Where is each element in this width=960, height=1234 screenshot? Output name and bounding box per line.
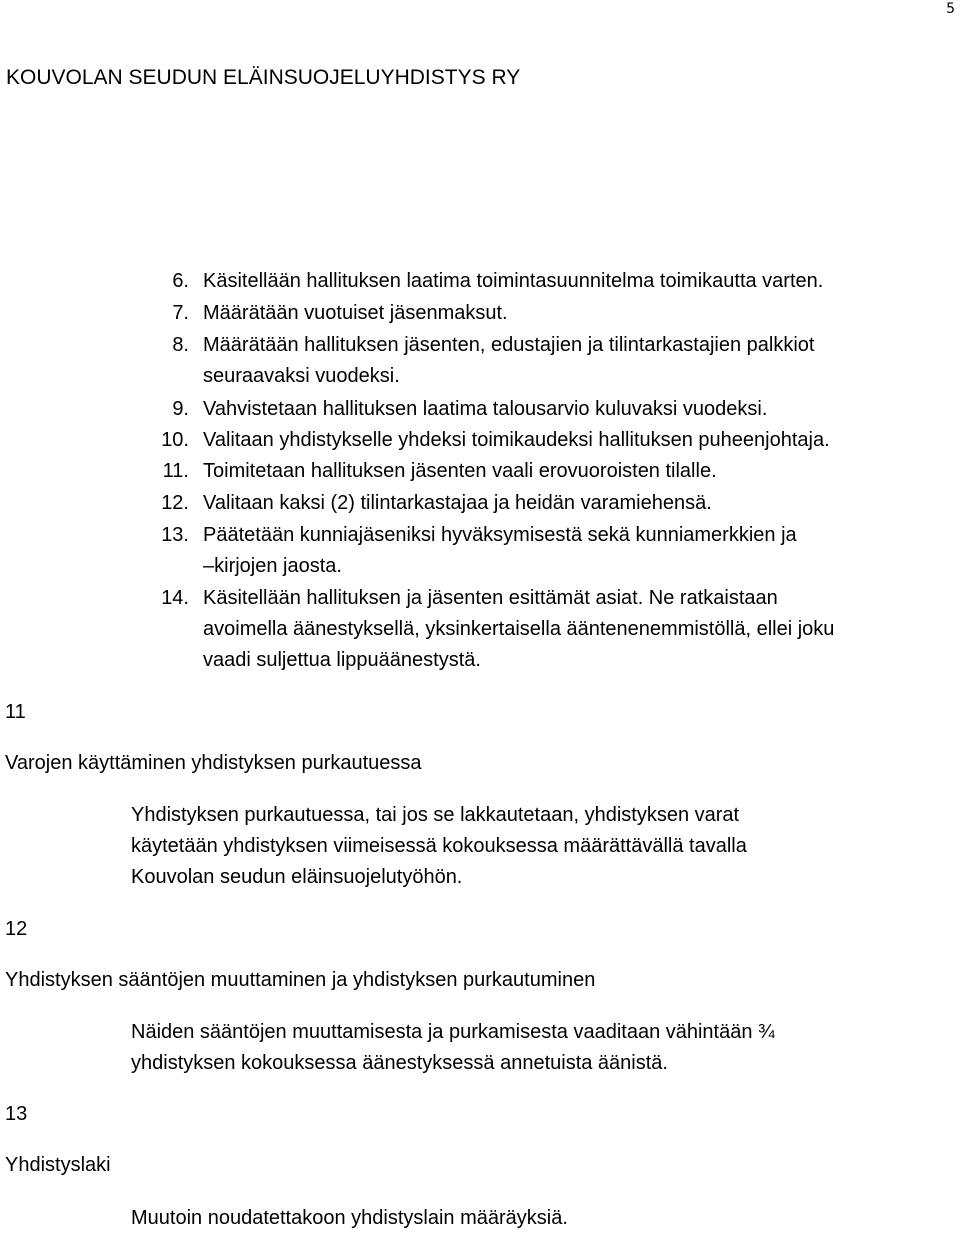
- agenda-item-line: Vahvistetaan hallituksen laatima talousarvio kuluvaksi vuodeksi.: [203, 398, 768, 420]
- agenda-item-number: 9.: [172, 398, 189, 420]
- agenda-item-text: [203, 425, 830, 456]
- agenda-item-line: vaadi suljettua lippuäänestystä.: [203, 649, 481, 671]
- agenda-item-line: seuraavaksi vuodeksi.: [203, 365, 400, 387]
- section-number: 11: [5, 701, 26, 723]
- agenda-item-number: 8.: [172, 334, 189, 356]
- agenda-item-line: Määrätään hallituksen jäsenten, edustajien ja tilintarkastajien palkkiot: [203, 334, 815, 356]
- section-heading: Yhdistyksen sääntöjen muuttaminen ja yhdistyksen purkautuminen: [5, 969, 596, 991]
- agenda-item-line: Valitaan kaksi (2) tilintarkastajaa ja heidän varamiehensä.: [203, 492, 712, 514]
- agenda-item-line: Päätetään kunniajäseniksi hyväksymisestä sekä kunniamerkkien ja: [203, 524, 797, 546]
- agenda-item-number: 12.: [161, 492, 189, 514]
- agenda-item-text: [203, 266, 823, 297]
- agenda-item-line: –kirjojen jaosta.: [203, 555, 342, 577]
- section-body-line: Muutoin noudatettakoon yhdistyslain määräyksiä.: [131, 1207, 568, 1229]
- agenda-item-number: 6.: [172, 270, 189, 292]
- section-number: 13: [5, 1103, 28, 1125]
- agenda-item-line: Toimitetaan hallituksen jäsenten vaali erovuoroisten tilalle.: [203, 460, 717, 482]
- section-body-line: Näiden sääntöjen muuttamisesta ja purkamisesta vaaditaan vähintään ¾: [131, 1021, 775, 1043]
- agenda-item-text: [203, 520, 797, 582]
- section-heading: Yhdistyslaki: [5, 1154, 111, 1176]
- agenda-item-line: Valitaan yhdistykselle yhdeksi toimikaudeksi hallituksen puheenjohtaja.: [203, 429, 830, 451]
- section-body: [131, 800, 747, 893]
- agenda-item-number: 7.: [172, 302, 189, 324]
- agenda-item-text: [203, 298, 508, 329]
- agenda-item-text: [203, 456, 717, 487]
- agenda-item-text: [203, 394, 767, 425]
- agenda-item-text: [203, 488, 712, 519]
- agenda-item-number: 11.: [162, 460, 189, 482]
- agenda-item-number: 13.: [161, 524, 189, 546]
- section-body: [131, 1017, 775, 1079]
- agenda-item-line: avoimella äänestyksellä, yksinkertaisella ääntenenemmistöllä, ellei joku: [203, 618, 835, 640]
- agenda-item-text: [203, 330, 814, 392]
- agenda-item-number: 14.: [161, 587, 189, 609]
- agenda-item-number: 10.: [161, 429, 189, 451]
- section-body-line: yhdistyksen kokouksessa äänestyksessä annetuista äänistä.: [131, 1052, 668, 1074]
- agenda-item-line: Käsitellään hallituksen laatima toimintasuunnitelma toimikautta varten.: [203, 270, 824, 292]
- section-number: 12: [5, 918, 28, 940]
- section-body: [131, 1203, 568, 1234]
- page-number: 5: [946, 1, 955, 17]
- section-heading: Varojen käyttäminen yhdistyksen purkautuessa: [5, 752, 422, 774]
- organization-title: KOUVOLAN SEUDUN ELÄINSUOJELUYHDISTYS RY: [6, 66, 521, 89]
- section-body-line: Yhdistyksen purkautuessa, tai jos se lakkautetaan, yhdistyksen varat: [131, 804, 740, 826]
- section-body-line: Kouvolan seudun eläinsuojelutyöhön.: [131, 866, 463, 888]
- section-body-line: käytetään yhdistyksen viimeisessä kokouksessa määrättävällä tavalla: [131, 835, 747, 857]
- agenda-item-line: Käsitellään hallituksen ja jäsenten esittämät asiat. Ne ratkaistaan: [203, 587, 778, 609]
- agenda-item-line: Määrätään vuotuiset jäsenmaksut.: [203, 302, 508, 324]
- agenda-item-text: [203, 583, 834, 676]
